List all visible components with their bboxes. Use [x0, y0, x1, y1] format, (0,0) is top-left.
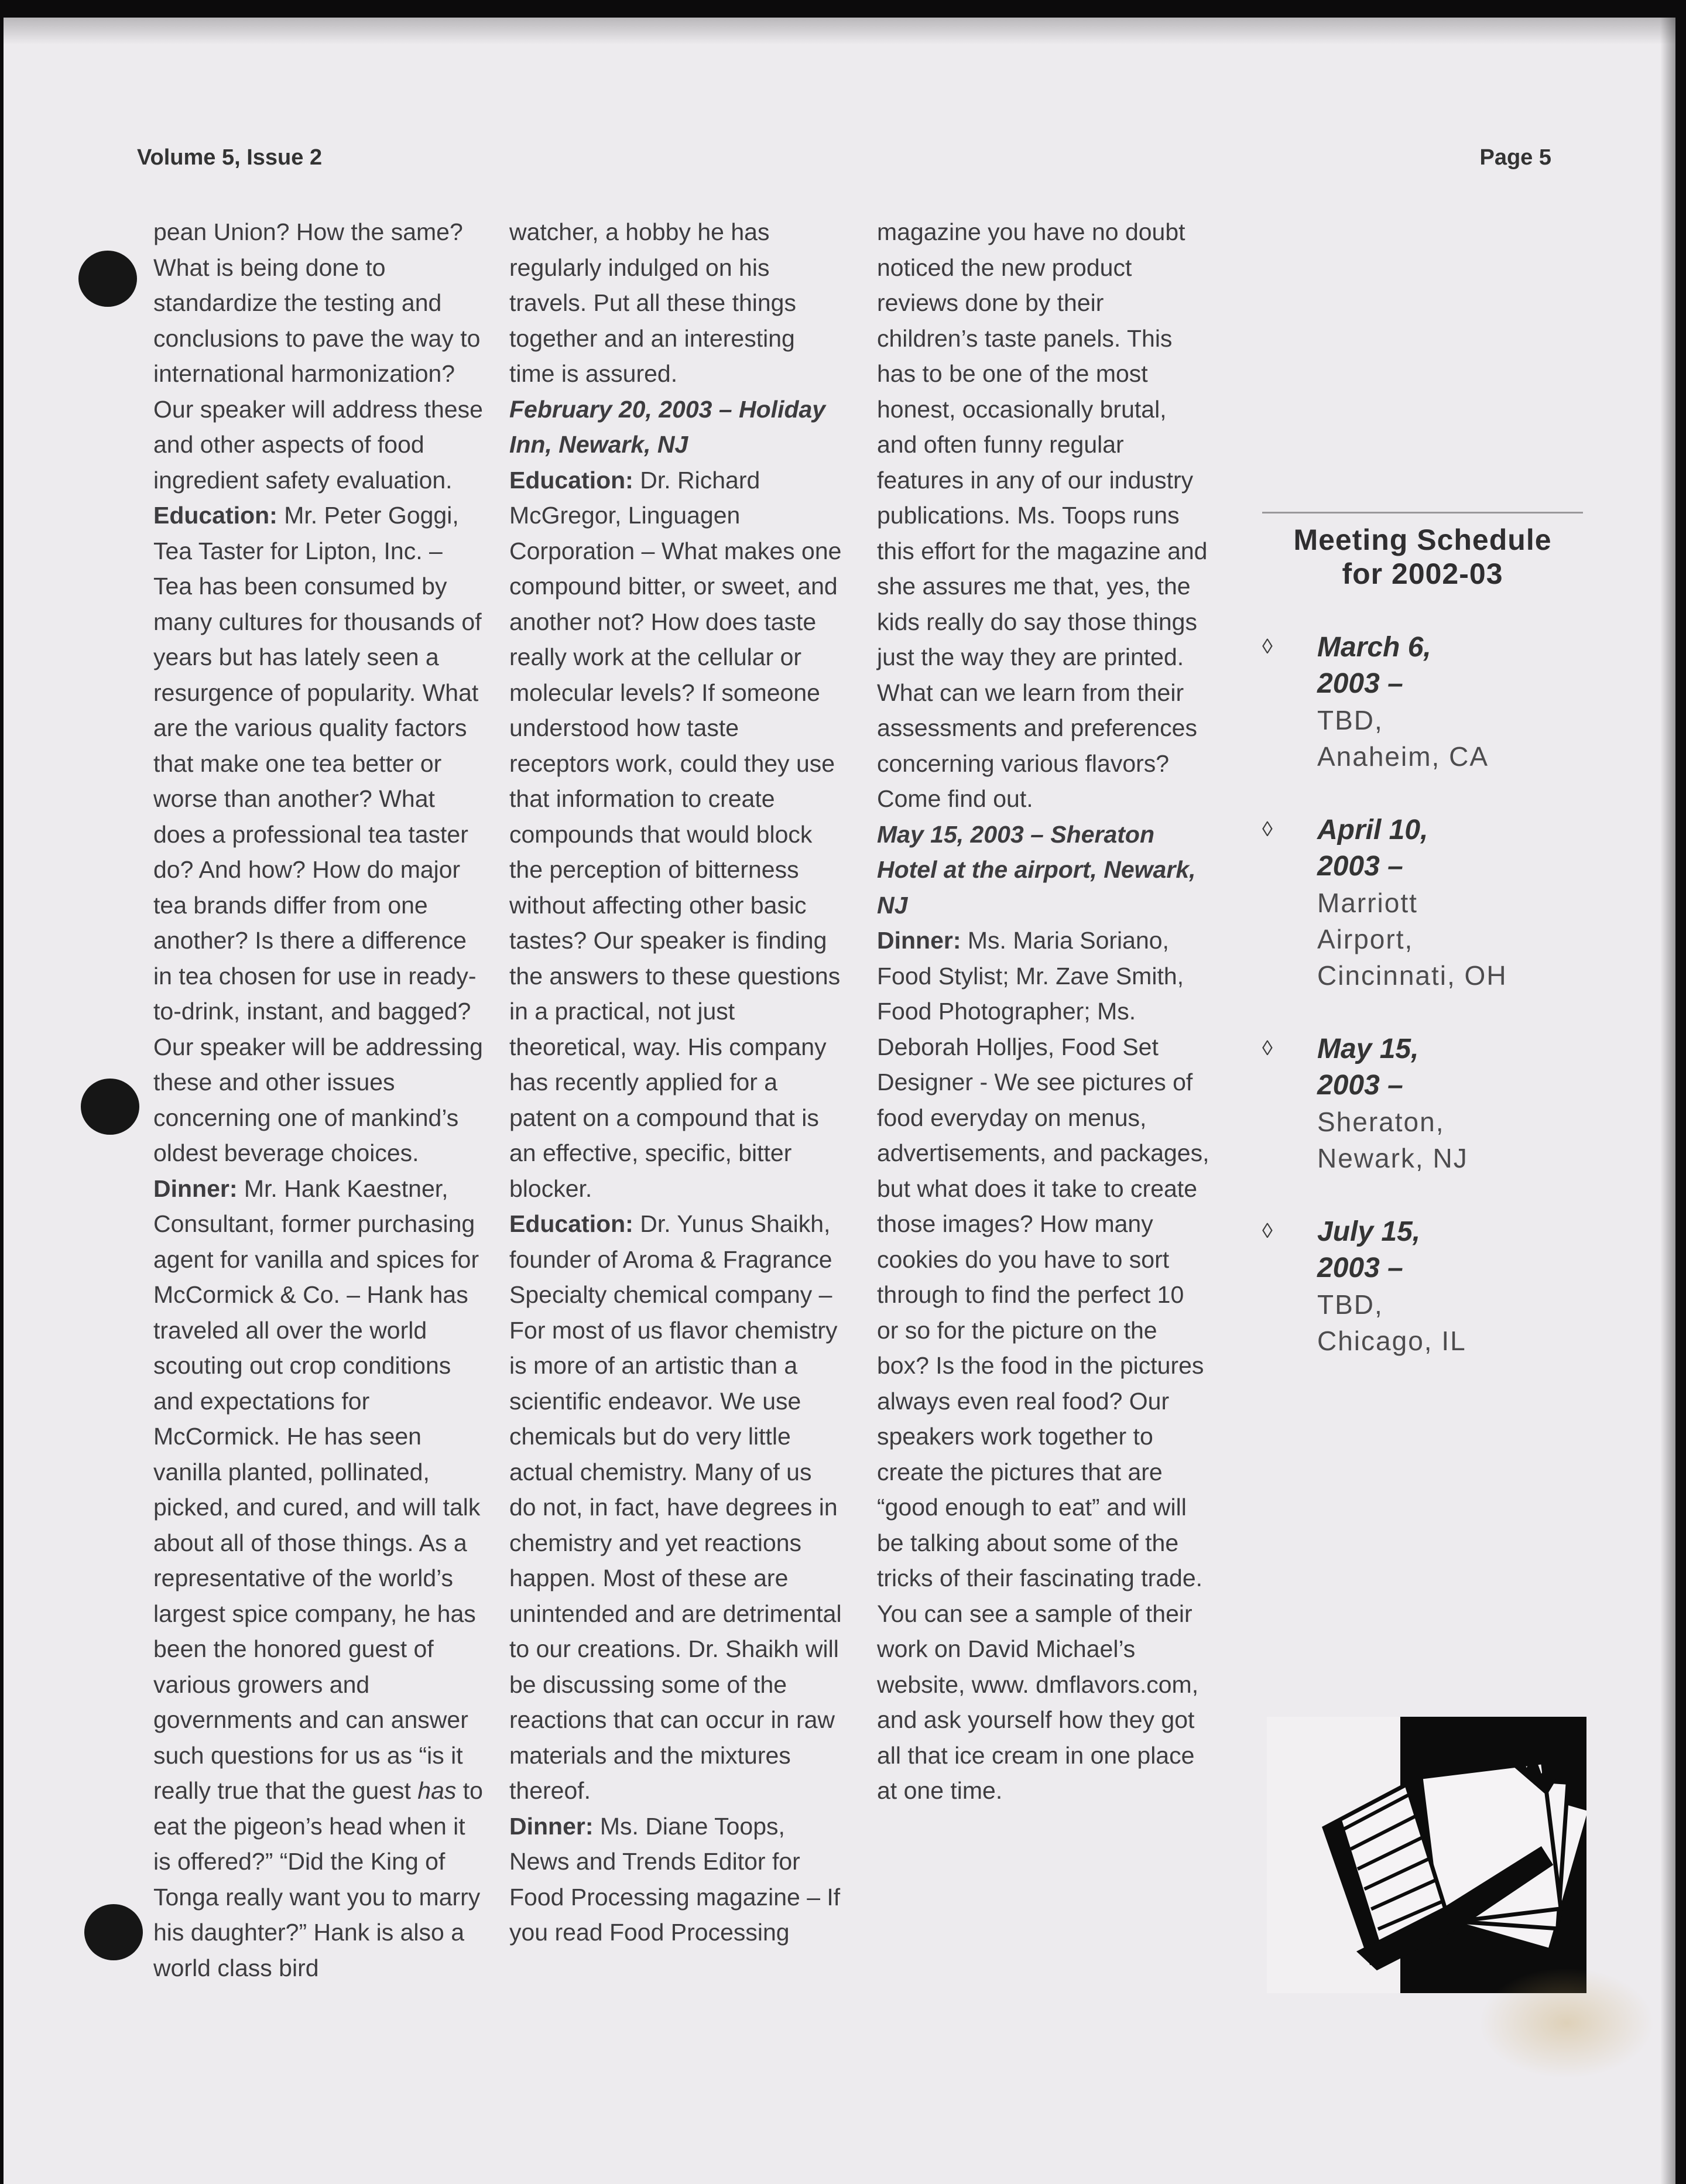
- schedule-list: [1262, 629, 1583, 1359]
- body-text: Ms. Diane Toops, News and Trends Editor for Food Processing magazine – If you read Food Processing: [509, 1812, 841, 1946]
- body-text: magazine you have no doubt noticed the new product reviews done by their children’s taste panels. This has to be one of the most honest, occasionally brutal, and often funny regular features in any of our industry publications. Ms. Toops runs this effort for the magazine and she assures me that, yes, the kids really do say those things just the way they are printed. What can we learn from their assessments and preferences concerning various flavors? Come find out.: [877, 218, 1208, 812]
- education-label: Education:: [509, 1210, 633, 1237]
- paragraph: [153, 214, 486, 498]
- schedule-item: [1262, 1031, 1583, 1176]
- schedule-date: May 15,: [1317, 1033, 1419, 1064]
- schedule-date: April 10,: [1317, 814, 1428, 845]
- schedule-item: [1262, 1214, 1583, 1359]
- schedule-item: [1262, 812, 1583, 994]
- open-book-clipart: [1267, 1717, 1586, 1993]
- body-text: Mr. Hank Kaestner, Consultant, former purchasing agent for vanilla and spices for McCormick & Co. – Hank has traveled all over the world scouting out crop conditions and expectations for McCormick. He has seen vanilla planted, pollinated, picked, and cured, and will talk about all of those things. As a representative of the world’s largest spice company, he has been the honored guest of various growers and governments and can answer such questions for us as “is it really true that the guest: [153, 1175, 481, 1804]
- paragraph: [509, 1809, 842, 1950]
- paragraph: [877, 923, 1209, 1809]
- sidebar-title-line1: Meeting Schedule: [1293, 523, 1552, 556]
- emphasized-word: has: [417, 1777, 457, 1804]
- schedule-date: 2003 –: [1317, 1070, 1403, 1101]
- diamond-bullet-icon: ◊: [1262, 1218, 1273, 1242]
- event-heading: February 20, 2003 – Holiday Inn, Newark, NJ: [509, 395, 826, 458]
- schedule-date: 2003 –: [1317, 1252, 1403, 1283]
- paragraph: [509, 1206, 842, 1809]
- education-label: Education:: [509, 466, 633, 494]
- schedule-item-text: [1317, 629, 1583, 775]
- hole-punch-icon: [78, 251, 137, 307]
- sidebar-divider: [1262, 512, 1583, 514]
- body-text: pean Union? How the same? What is being done to standardize the testing and conclusions to pave the way to international harmonization? Our speaker will address these and other aspects of food ingredient safety evaluation.: [153, 218, 483, 494]
- scanned-newsletter-page: [4, 18, 1675, 2184]
- column-1: [153, 214, 486, 1986]
- schedule-venue: TBD,: [1317, 705, 1383, 735]
- schedule-item-text: [1317, 1031, 1583, 1176]
- schedule-venue: Sheraton,: [1317, 1107, 1445, 1137]
- body-text: Dr. Yunus Shaikh, founder of Aroma & Fragrance Specialty chemical company – For most of us flavor chemistry is more of an artistic than a scientific endeavor. We use chemicals but do very little actual chemistry. Many of us do not, in fact, have degrees in chemistry and yet reactions happen. Most of these are unintended and are detrimental to our creations. Dr. Shaikh will be discussing some of the reactions that can occur in raw materials and the mixtures thereof.: [509, 1210, 842, 1804]
- schedule-venue: Cincinnati, OH: [1317, 960, 1507, 991]
- event-heading: May 15, 2003 – Sheraton Hotel at the airport, Newark, NJ: [877, 820, 1196, 919]
- column-2: [509, 214, 842, 1950]
- page-header: [4, 145, 1675, 180]
- sidebar-title-line2: for 2002-03: [1342, 557, 1503, 590]
- column-3: [877, 214, 1209, 1809]
- meeting-schedule-sidebar: [1262, 512, 1583, 1396]
- schedule-item-text: [1317, 1214, 1583, 1359]
- schedule-venue: Anaheim, CA: [1317, 741, 1489, 772]
- schedule-venue: Marriott: [1317, 888, 1418, 918]
- diamond-bullet-icon: ◊: [1262, 817, 1273, 841]
- schedule-venue: Chicago, IL: [1317, 1326, 1466, 1356]
- paragraph: [153, 498, 486, 1171]
- schedule-date: July 15,: [1317, 1216, 1421, 1247]
- volume-issue-label: Volume 5, Issue 2: [137, 145, 323, 170]
- schedule-date: 2003 –: [1317, 668, 1403, 699]
- scan-right-shadow: [1660, 18, 1675, 2184]
- diamond-bullet-icon: ◊: [1262, 634, 1273, 658]
- paragraph: [509, 214, 842, 392]
- hole-punch-icon: [81, 1079, 139, 1135]
- dinner-label: Dinner:: [153, 1175, 238, 1202]
- scan-top-shadow: [4, 18, 1675, 44]
- schedule-date: March 6,: [1317, 632, 1431, 663]
- body-text: watcher, a hobby he has regularly indulged on his travels. Put all these things together and an interesting time is assured.: [509, 218, 796, 387]
- sidebar-title: [1262, 523, 1583, 591]
- dinner-label: Dinner:: [877, 927, 961, 954]
- diamond-bullet-icon: ◊: [1262, 1036, 1273, 1060]
- paragraph: [509, 463, 842, 1207]
- schedule-date: 2003 –: [1317, 851, 1403, 882]
- body-text: Dr. Richard McGregor, Linguagen Corporation – What makes one compound bitter, or sweet, and another not? How does taste really work at the cellular or molecular levels? If someone understood how taste receptors work, could they use that information to create compounds that would block the perception of bitterness without affecting other basic tastes? Our speaker is finding the answers to these questions in a practical, not just theoretical, way. His company has recently applied for a patent on a compound that is an effective, specific, bitter blocker.: [509, 466, 842, 1202]
- body-text: Ms. Maria Soriano, Food Stylist; Mr. Zave Smith, Food Photographer; Ms. Deborah Holljes, Food Set Designer - We see pictures of food everyday on menus, advertisements, and packages, but what does it take to create those images? How many cookies do you have to sort through to find the perfect 10 or so for the picture on the box? Is the food in the pictures always even real food? Our speakers work together to create the pictures that are “good enough to eat” and will be talking about some of the tricks of their fascinating trade. You can see a sample of their work on David Michael’s website, www. dmflavors.com, and ask yourself how they got all that ice cream in one place at one time.: [877, 927, 1209, 1804]
- schedule-venue: Airport,: [1317, 924, 1414, 954]
- schedule-venue: Newark, NJ: [1317, 1143, 1468, 1173]
- paper-stain: [1479, 1967, 1654, 2079]
- body-text: to eat the pigeon’s head when it is offered?” “Did the King of Tonga really want you to marry his daughter?” Hank is also a world class bird: [153, 1777, 483, 1981]
- paragraph: [877, 214, 1209, 817]
- hole-punch-icon: [84, 1904, 143, 1960]
- schedule-venue: TBD,: [1317, 1289, 1383, 1320]
- schedule-item: [1262, 629, 1583, 775]
- education-label: Education:: [153, 502, 277, 529]
- schedule-item-text: [1317, 812, 1583, 994]
- dinner-label: Dinner:: [509, 1812, 594, 1840]
- page-number: Page 5: [1479, 145, 1551, 170]
- paragraph: [153, 1171, 486, 1986]
- body-text: Mr. Peter Goggi, Tea Taster for Lipton, Inc. – Tea has been consumed by many cultures for thousands of years but has lately seen a resurgence of popularity. What are the various quality factors that make one tea better or worse than another? What does a professional tea taster do? And how? How do major tea brands differ from one another? Is there a difference in tea chosen for use in ready-to-drink, instant, and bagged? Our speaker will be addressing these and other issues concerning one of mankind’s oldest beverage choices.: [153, 502, 483, 1166]
